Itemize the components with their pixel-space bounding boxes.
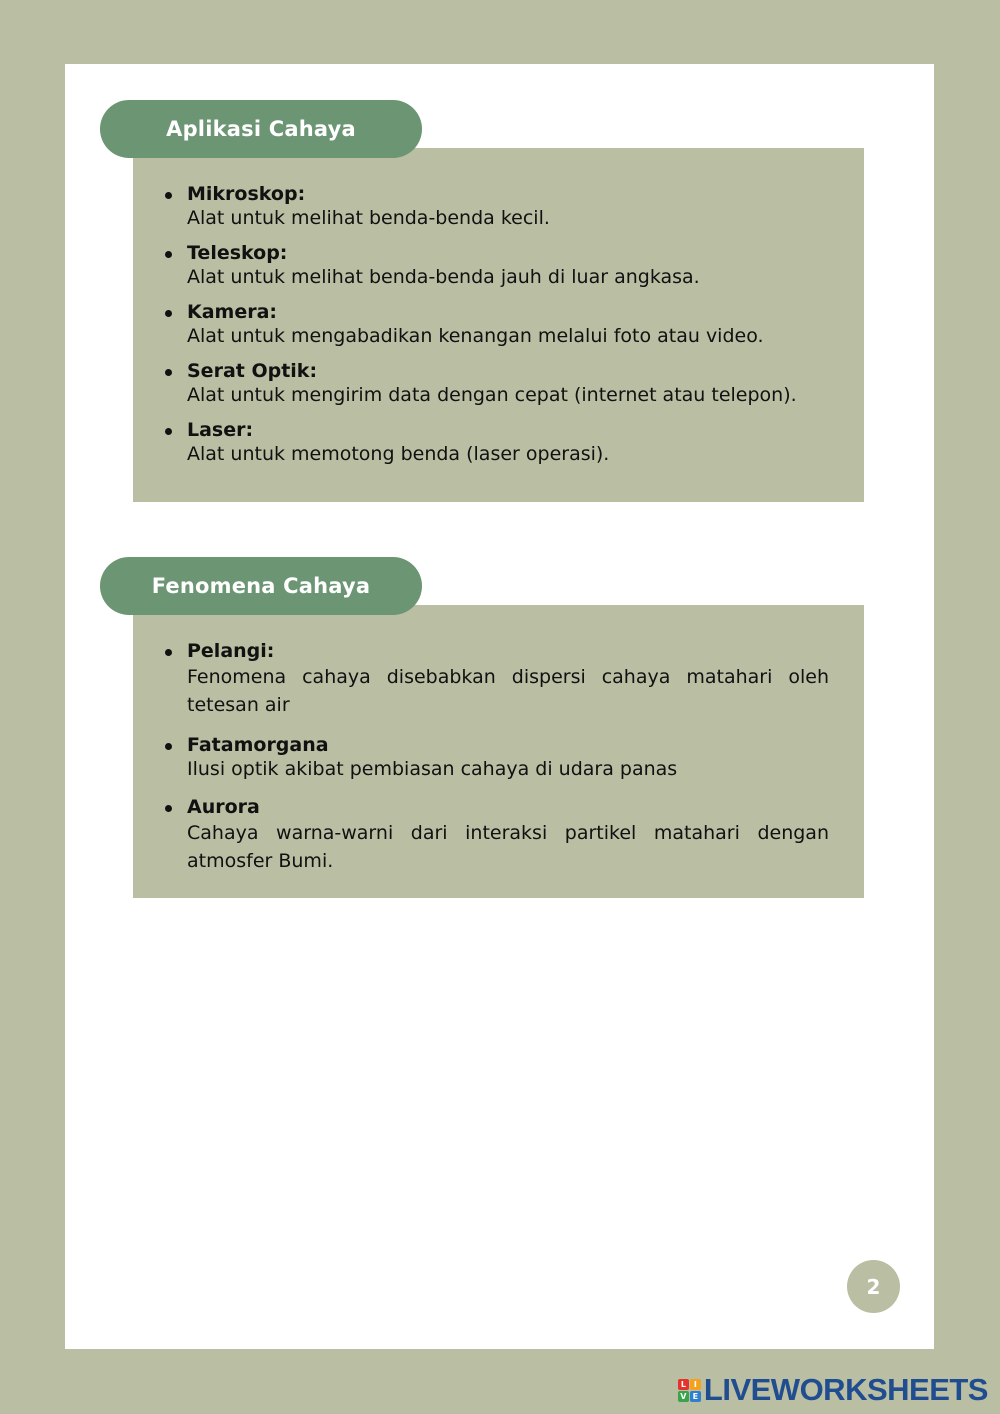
item-term: Fatamorgana: [187, 734, 329, 756]
item-description: Alat untuk melihat benda-benda jauh di luar angkasa.: [187, 266, 700, 288]
item-description: Fenomena cahaya disebabkan dispersi cahaya matahari oleh tetesan air: [187, 666, 829, 716]
section-title-text: Aplikasi Cahaya: [166, 117, 356, 141]
list-item: [163, 733, 829, 781]
section-title-aplikasi-cahaya: [100, 100, 422, 158]
page-number-badge: [847, 1260, 900, 1313]
item-term: Aurora: [187, 796, 260, 818]
item-description: Alat untuk melihat benda-benda kecil.: [187, 207, 550, 229]
section-box-fenomena-cahaya: [133, 605, 864, 898]
item-term: Serat Optik:: [187, 360, 318, 382]
list-item: [163, 241, 829, 289]
item-description: Alat untuk mengabadikan kenangan melalui foto atau video.: [187, 325, 764, 347]
item-term: Laser:: [187, 419, 254, 441]
logo-letter: V: [678, 1391, 689, 1402]
liveworksheets-brand[interactable]: [678, 1372, 988, 1408]
item-term: Mikroskop:: [187, 183, 306, 205]
item-term: Teleskop:: [187, 242, 288, 264]
application-list: [163, 182, 829, 477]
section-box-aplikasi-cahaya: [133, 148, 864, 502]
logo-letter: L: [678, 1379, 689, 1390]
logo-letter: E: [690, 1391, 701, 1402]
item-description: Ilusi optik akibat pembiasan cahaya di udara panas: [187, 758, 678, 780]
list-item: [163, 639, 829, 719]
list-item: [163, 182, 829, 230]
worksheet-page: [65, 64, 934, 1349]
phenomena-list: [163, 639, 829, 886]
item-description: Alat untuk mengirim data dengan cepat (internet atau telepon).: [187, 384, 797, 406]
item-description: Alat untuk memotong benda (laser operasi).: [187, 443, 610, 465]
page-number: 2: [866, 1274, 881, 1299]
list-item: [163, 359, 829, 407]
item-description: Cahaya warna-warni dari interaksi partikel matahari dengan atmosfer Bumi.: [187, 822, 829, 872]
item-term: Pelangi:: [187, 640, 275, 662]
list-item: [163, 300, 829, 348]
brand-name: LIVEWORKSHEETS: [703, 1372, 988, 1407]
section-title-fenomena-cahaya: [100, 557, 422, 615]
section-title-text: Fenomena Cahaya: [151, 574, 371, 598]
list-item: [163, 795, 829, 875]
logo-letter: I: [690, 1379, 701, 1390]
liveworksheets-logo-icon: [678, 1379, 701, 1402]
item-term: Kamera:: [187, 301, 278, 323]
list-item: [163, 418, 829, 466]
